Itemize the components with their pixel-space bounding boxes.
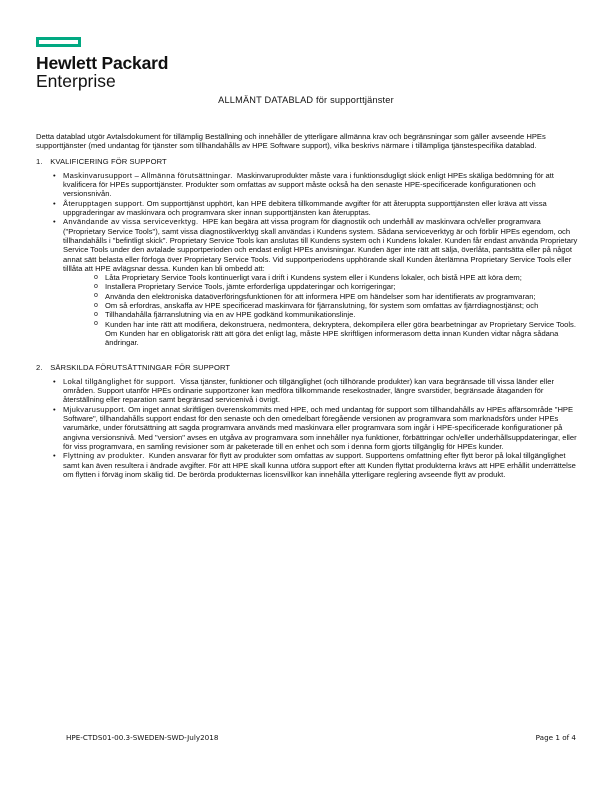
item-text: Kunden ansvarar för flytt av produkter som omfattas av support. Supportens omfattning efter flytt beror på lokal tillgänglighet samt kan även resultera i ändrade avgifter. För att HPE skall kunna utföra support efter att Kunden flyttat produkterna krävs att HPE erhållit underrättelse om flytten i förväg inom skälig tid. De berörda produkternas licensvillkor kan innehålla ytterligare reglering avseende flytt av produkt.: [63, 451, 576, 479]
section-title: KVALIFICERING FÖR SUPPORT: [50, 156, 167, 166]
footer-document-id: HPE-CTDS01-00.3-SWEDEN-SWD-July2018: [66, 733, 219, 742]
sub-list: [63, 273, 582, 347]
list-item: [36, 217, 582, 347]
sub-list-item: o Kunden har inte rätt att modifiera, dekonstruera, nedmontera, dekryptera, dekompilera eller göra bearbetningar av Proprietary Service Tools. Om Kunden har en obligatorisk rätt att göra det enligt lag, måste HPE skriftligen informerasom detta innan Kunden vidtar några sådana ändringar.: [63, 320, 582, 348]
list-item: [36, 405, 582, 451]
section-number: 1.: [36, 156, 43, 166]
document-title: ALLMÄNT DATABLAD för supporttjänster: [218, 95, 394, 105]
section-title: SÄRSKILDA FÖRUTSÄTTNINGAR FÖR SUPPORT: [50, 362, 231, 372]
item-lead: Mjukvarusupport.: [63, 404, 127, 414]
item-text: Maskinvaruprodukter måste vara i funktionsdugligt skick enligt HPEs skäliga bedömning för att kvalificera för HPEs supporttjänster. Produkter som omfattas av support måste också ha den senaste HPE-specificerade konfigurationen och versionsnivån.: [63, 170, 554, 199]
item-lead: Återupptagen support.: [63, 198, 145, 208]
hpe-logo: [36, 37, 168, 90]
section-1-list: [36, 171, 582, 348]
list-item: [36, 377, 582, 405]
logo-wordmark-line1: Hewlett Packard: [36, 53, 169, 73]
intro-paragraph: Detta datablad utgör Avtalsdokument för tillämplig Beställning och innehåller de ytterligare allmänna krav och begränsningar som gäller avseende HPEs supporttjänster (med undantag för tjänster som tillhandahålls av HPE Software support), vilka beskrivs närmare i tillämpliga tjänstespecifika datablad.: [36, 132, 546, 151]
item-text: HPE kan begära att vissa program för diagnostik och underhåll av maskinvara och/eller programvara ("Proprietary Service Tools"), samt vissa diagnostikverktyg skall användas i Kundens system. Sådana serviceverktyg är och förblir HPEs egendom, och tillhandahålls i "befintligt skick". Proprietary Service Tools kan anslutas till Kundens system och i Kundens lokaler. Kunden får endast använda Proprietary Service Tools under den avtalade supportperioden och endast enligt HPEs anvisningar. Kunden äger inte rätt att sälja, överlåta, pantsätta eller på något annat sätt belasta eller förfoga över Proprietary Service Tools. Vid supportperiodens upphörande skall Kunden återlämna Proprietary Service Tools eller tilllåta att HPE avlägsnar dessa. Kunden kan bli ombedd att:: [63, 217, 578, 273]
list-item: [36, 171, 582, 199]
item-lead: Lokal tillgänglighet för support.: [63, 376, 176, 386]
logo-element-rectangle: [36, 37, 81, 47]
item-lead: Flyttning av produkter.: [63, 451, 145, 461]
item-text: Om supporttjänst upphört, kan HPE debitera tillkommande avgifter för att återuppta supporttjänsten eller kräva att vissa uppgraderingar av maskinvara och programvara sker innan supporttjänsten kan återupptas.: [63, 198, 547, 218]
section-heading-1: [36, 157, 582, 166]
section-2-list: [36, 377, 582, 479]
sub-list-item: o Använda den elektroniska dataöverföringsfunktionen för att informera HPE om händelser som har identifierats av programvaran;: [63, 292, 582, 301]
list-item: [36, 199, 582, 218]
section-number: 2.: [36, 362, 43, 372]
sub-list-item: o Om så erfordras, anskaffa av HPE specificerad maskinvara för fjärranslutning, för system som omfattas av fjärrdiagnostjänst; och: [63, 301, 582, 310]
item-lead: Maskinvarusupport – Allmänna förutsättningar.: [63, 170, 233, 180]
logo-wordmark-line2: Enterprise: [36, 71, 116, 91]
sub-list-item: o Tillhandahålla fjärranslutning via en av HPE godkänd kommunikationslinje.: [63, 310, 582, 319]
item-text: Om inget annat skriftligen överenskommits med HPE, och med undantag för support som tillhandahålls av HPEs affärsområde "HPE Software", tillhandahålls support endast för den senaste och den omedelbart föregående versionen av programvara som marknadsförs under HPEs varumärke, under förutsättning att sagda programvara används med maskinvara eller programvara som ingår i HPE-specificerade konfigurationer på angivna versionsnivå. Med "version" avses en utgåva av programvara som innehåller nya funktioner, förbättringar och/eller underhållsuppdateringar, eller för viss programvara, en samling revisioner som är paketerade till en enhet och som i denna form gjorts tillgänglig för HPEs kunder.: [63, 404, 577, 451]
section-heading-2: [36, 363, 582, 372]
document-body: [36, 132, 582, 479]
footer-page-number: Page 1 of 4: [535, 733, 576, 742]
item-lead: Användande av vissa serviceverktyg.: [63, 217, 199, 227]
sub-list-item: o Låta Proprietary Service Tools kontinuerligt vara i drift i Kundens system eller i Kundens lokaler, och bistå HPE att köra dem;: [63, 273, 582, 282]
item-text: Vissa tjänster, funktioner och tillgänglighet (och tillhörande produkter) kan vara begränsade till vissa länder eller områden. Support utanför HPEs ordinarie supportzoner kan medföra tillkommande resekostnader, längre svarstider, begränsade åtaganden för återställning eller reparation samt begränsad servicenivå i övrigt.: [63, 376, 554, 405]
list-item: [36, 451, 582, 479]
sub-list-item: o Installera Proprietary Service Tools, jämte erforderliga uppdateringar och korrigeringar;: [63, 282, 582, 291]
